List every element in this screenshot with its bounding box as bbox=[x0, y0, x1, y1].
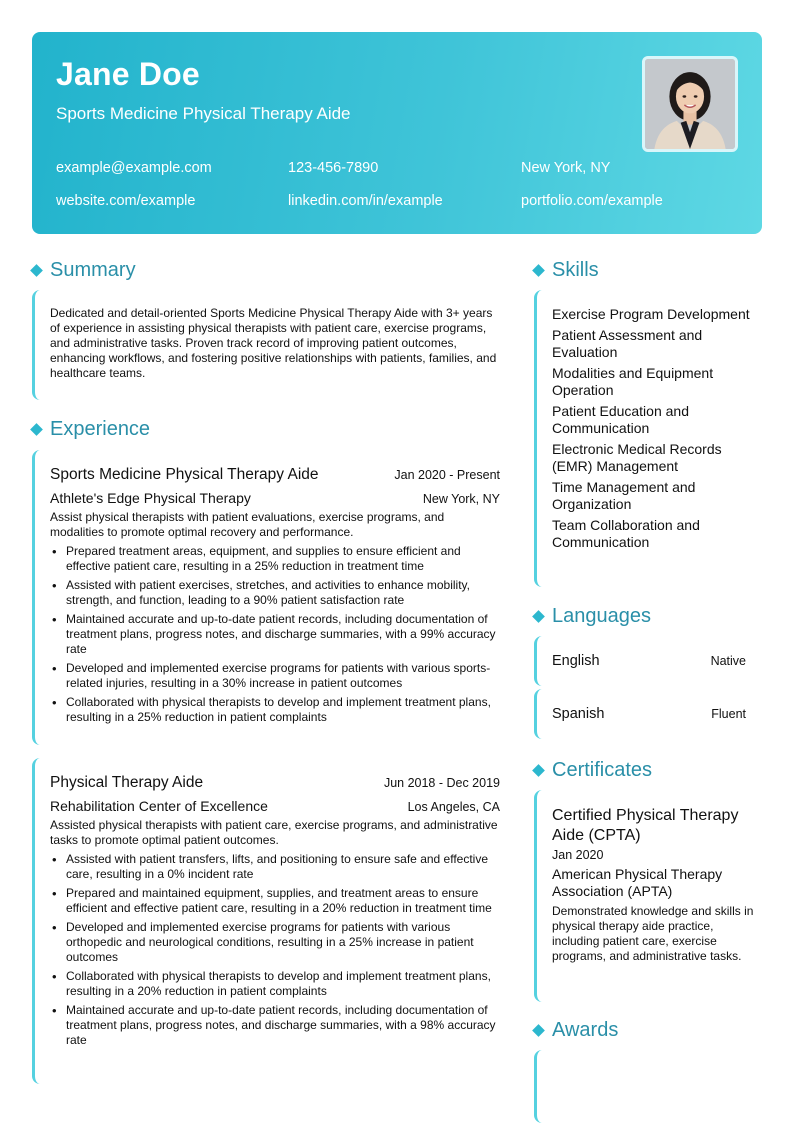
list-item: • Prepared and maintained equipment, supplies, and treatment areas to ensure efficient and effective patient care, resulting in a 20% reduction in treatment time bbox=[50, 886, 500, 916]
skill-item: Team Collaboration and Communication bbox=[552, 517, 700, 550]
section-title: Skills bbox=[552, 259, 599, 281]
job-title: Physical Therapy Aide bbox=[50, 774, 204, 791]
job-bullets bbox=[50, 852, 500, 1048]
list-item: • Maintained accurate and up-to-date patient records, including documentation of treatment plans, progress notes, and discharge summaries, with a 98% accuracy rate bbox=[50, 1003, 500, 1048]
list-item: • Developed and implemented exercise programs for patients with various sports-related injuries, resulting in a 30% increase in patient outcomes bbox=[50, 661, 500, 691]
skill-item: Patient Education and Communication bbox=[552, 403, 689, 436]
section-title: Languages bbox=[552, 605, 651, 627]
list-item: • Maintained accurate and up-to-date patient records, including documentation of treatment plans, progress notes, and discharge summaries, with a 99% accuracy rate bbox=[50, 612, 500, 657]
awards-heading bbox=[534, 1019, 618, 1042]
skill-item: Exercise Program Development bbox=[552, 306, 750, 322]
summary-text: Dedicated and detail-oriented Sports Medicine Physical Therapy Aide with 3+ years of experience in assisting physical therapists with patient care, exercise programs, and administrative tasks. Proven track record of improving patient outcomes, enhancing workflows, and fostering positive relationships with patients, families, and healthcare teams. bbox=[50, 306, 497, 380]
certificate-title: Certified Physical Therapy Aide (CPTA) bbox=[552, 807, 739, 844]
job-description: Assisted physical therapists with patient care, exercise programs, and administrative tasks to promote optimal patient outcomes. bbox=[50, 818, 498, 847]
avatar-portrait-icon bbox=[645, 59, 735, 149]
certificate-entry bbox=[534, 790, 754, 1002]
list-item: • Assisted with patient transfers, lifts, and positioning to ensure safe and effective care, resulting in a 0% incident rate bbox=[50, 852, 500, 882]
contact-linkedin[interactable]: linkedin.com/in/example bbox=[288, 193, 443, 209]
diamond-icon bbox=[30, 264, 43, 277]
list-item: • Developed and implemented exercise programs for patients with various orthopedic and neurological conditions, resulting in a 25% increase in patient outcomes bbox=[50, 920, 500, 965]
job-bullets bbox=[50, 544, 500, 725]
contact-phone[interactable]: 123-456-7890 bbox=[288, 160, 379, 176]
section-title: Experience bbox=[50, 418, 151, 440]
section-title: Certificates bbox=[552, 759, 653, 781]
skill-item: Electronic Medical Records (EMR) Management bbox=[552, 441, 722, 474]
skill-item: Time Management and Organization bbox=[552, 479, 696, 512]
section-title: Awards bbox=[552, 1019, 619, 1041]
diamond-icon bbox=[532, 610, 545, 623]
job-entry-1 bbox=[32, 450, 500, 745]
job-entry-2 bbox=[32, 758, 500, 1084]
list-item: • Collaborated with physical therapists to develop and implement treatment plans, resulting in a 20% reduction in patient complaints bbox=[50, 969, 500, 999]
profile-photo bbox=[642, 56, 738, 152]
job-date: Jan 2020 - Present bbox=[394, 468, 500, 482]
diamond-icon bbox=[532, 1024, 545, 1037]
contact-email[interactable]: example@example.com bbox=[56, 160, 212, 176]
skill-item: Patient Assessment and Evaluation bbox=[552, 327, 703, 360]
candidate-role: Sports Medicine Physical Therapy Aide bbox=[56, 104, 351, 123]
company-name: Athlete's Edge Physical Therapy bbox=[50, 490, 251, 506]
diamond-icon bbox=[532, 764, 545, 777]
language-name: English bbox=[552, 653, 600, 669]
diamond-icon bbox=[532, 264, 545, 277]
list-item: • Prepared treatment areas, equipment, and supplies to ensure efficient and effective patient care, resulting in a 25% reduction in treatment time bbox=[50, 544, 500, 574]
job-date: Jun 2018 - Dec 2019 bbox=[383, 776, 500, 790]
candidate-name: Jane Doe bbox=[56, 56, 200, 92]
section-title: Summary bbox=[50, 259, 136, 281]
list-item: • Assisted with patient exercises, stretches, and activities to enhance mobility, strength, and function, leading to a 90% patient satisfaction rate bbox=[50, 578, 500, 608]
resume-header bbox=[32, 32, 762, 234]
job-title: Sports Medicine Physical Therapy Aide bbox=[50, 466, 319, 483]
contact-portfolio[interactable]: portfolio.com/example bbox=[521, 193, 663, 209]
certificate-organization: American Physical Therapy Association (APTA) bbox=[552, 866, 723, 899]
awards-block bbox=[534, 1050, 754, 1123]
certificate-date: Jan 2020 bbox=[552, 848, 604, 862]
experience-heading bbox=[32, 418, 150, 441]
language-row bbox=[534, 636, 746, 686]
certificates-heading bbox=[534, 759, 652, 782]
skill-item: Modalities and Equipment Operation bbox=[552, 365, 714, 398]
contact-website[interactable]: website.com/example bbox=[56, 193, 196, 209]
language-level: Fluent bbox=[711, 707, 746, 721]
language-name: Spanish bbox=[552, 706, 605, 722]
diamond-icon bbox=[30, 423, 43, 436]
job-location: New York, NY bbox=[422, 492, 500, 506]
languages-heading bbox=[534, 605, 651, 628]
skills-heading bbox=[534, 259, 599, 282]
language-row bbox=[534, 689, 746, 739]
list-item: • Collaborated with physical therapists to develop and implement treatment plans, resulting in a 25% reduction in patient complaints bbox=[50, 695, 500, 725]
job-location: Los Angeles, CA bbox=[407, 800, 500, 814]
skills-block bbox=[534, 290, 754, 587]
contact-location: New York, NY bbox=[521, 160, 611, 176]
certificate-description: Demonstrated knowledge and skills in physical therapy aide practice, including patient care, exercise programs, and administrative tasks. bbox=[552, 904, 754, 963]
job-description: Assist physical therapists with patient evaluations, exercise programs, and modalities to promote optimal recovery and performance. bbox=[50, 510, 445, 539]
language-level: Native bbox=[710, 654, 746, 668]
summary-heading bbox=[32, 259, 136, 282]
company-name: Rehabilitation Center of Excellence bbox=[50, 798, 268, 814]
summary-block bbox=[32, 290, 500, 400]
